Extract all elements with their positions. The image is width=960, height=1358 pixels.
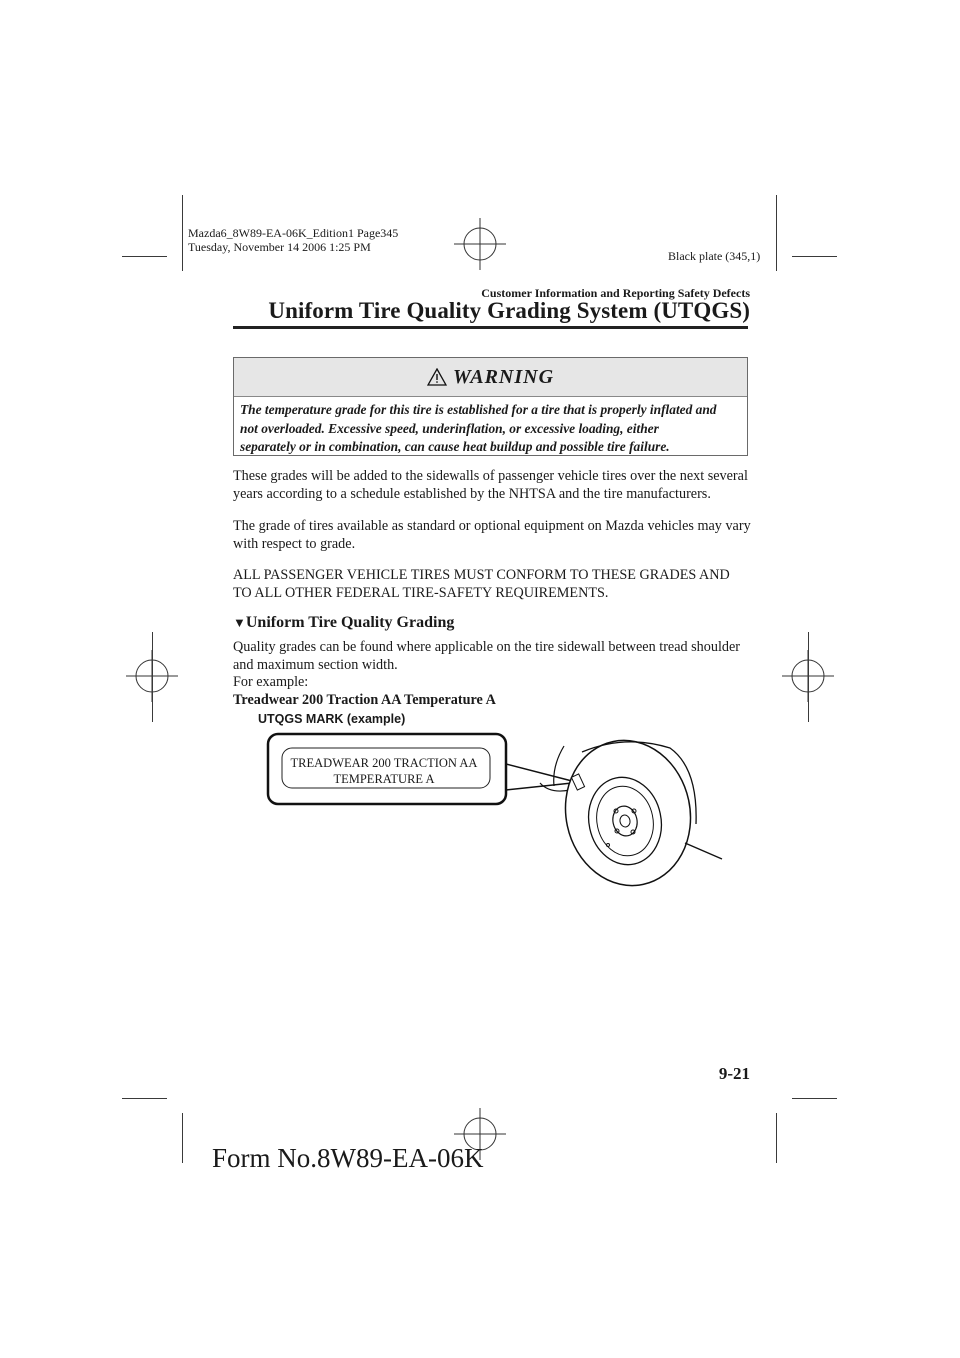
warning-triangle-icon <box>427 368 447 386</box>
crop-mark <box>776 1113 777 1163</box>
crop-mark <box>122 1098 167 1099</box>
crop-mark <box>792 1098 837 1099</box>
warning-title: WARNING <box>452 365 555 388</box>
product-line: Mazda6_8W89-EA-06K_Edition1 Page345 <box>188 226 399 240</box>
text-line: For example: <box>233 674 309 690</box>
example-text: Treadwear 200 Traction AA Temperature A <box>233 691 496 708</box>
text-line: ALL PASSENGER VEHICLE TIRES MUST CONFORM TO THESE GRADES AND <box>233 567 730 583</box>
timestamp-line: Tuesday, November 14 2006 1:25 PM <box>188 240 371 254</box>
crop-mark <box>808 632 809 722</box>
warning-text <box>234 397 747 457</box>
text-line: with respect to grade. <box>233 535 356 552</box>
text-line: The grade of tires available as standard or optional equipment on Mazda vehicles may vary <box>233 518 751 534</box>
paragraph <box>233 518 753 553</box>
subheading <box>233 614 454 632</box>
triangle-down-icon: ▼ <box>233 615 246 630</box>
header-rule <box>233 326 748 329</box>
crop-mark <box>182 195 183 271</box>
plate-label: Black plate (345,1) <box>668 249 761 263</box>
crop-mark <box>152 632 153 722</box>
registration-mark-icon <box>454 218 506 270</box>
text-line: and maximum section width. <box>233 656 398 673</box>
page-number: 9-21 <box>718 1064 750 1083</box>
text-line: years according to a schedule established by the NHTSA and the tire manufacturers. <box>233 485 711 502</box>
warning-line: The temperature grade for this tire is established for a tire that is properly inflated and <box>240 402 717 417</box>
figure-label: UTQGS MARK (example) <box>258 712 406 726</box>
subheading-text: Uniform Tire Quality Grading <box>245 614 455 631</box>
form-number: Form No.8W89-EA-06K <box>212 1143 484 1173</box>
section-label: Customer Information and Reporting Safety Defects <box>481 286 750 300</box>
print-info <box>188 226 398 254</box>
callout-line: TREADWEAR 200 TRACTION AA <box>290 756 478 770</box>
paragraph <box>233 567 753 602</box>
text-line: TO ALL OTHER FEDERAL TIRE-SAFETY REQUIREMENTS. <box>233 584 609 601</box>
text-line: These grades will be added to the sidewalls of passenger vehicle tires over the next several <box>233 468 748 484</box>
crop-mark <box>776 195 777 271</box>
warning-line: not overloaded. Excessive speed, underinflation, or excessive loading, either <box>240 420 659 436</box>
warning-line: separately or in combination, can cause heat buildup and possible tire failure. <box>240 439 670 454</box>
tire-illustration <box>260 728 730 898</box>
crop-mark <box>122 256 167 257</box>
crop-mark <box>792 256 837 257</box>
text-line: Quality grades can be found where applicable on the tire sidewall between tread shoulder <box>233 639 741 655</box>
page-title: Uniform Tire Quality Grading System (UTQGS) <box>268 298 750 323</box>
crop-mark <box>182 1113 183 1163</box>
paragraph <box>233 468 753 503</box>
callout-line: TEMPERATURE A <box>333 772 435 786</box>
utqgs-callout <box>282 755 486 787</box>
paragraph <box>233 639 753 709</box>
warning-box <box>233 357 748 456</box>
warning-header <box>234 358 747 397</box>
